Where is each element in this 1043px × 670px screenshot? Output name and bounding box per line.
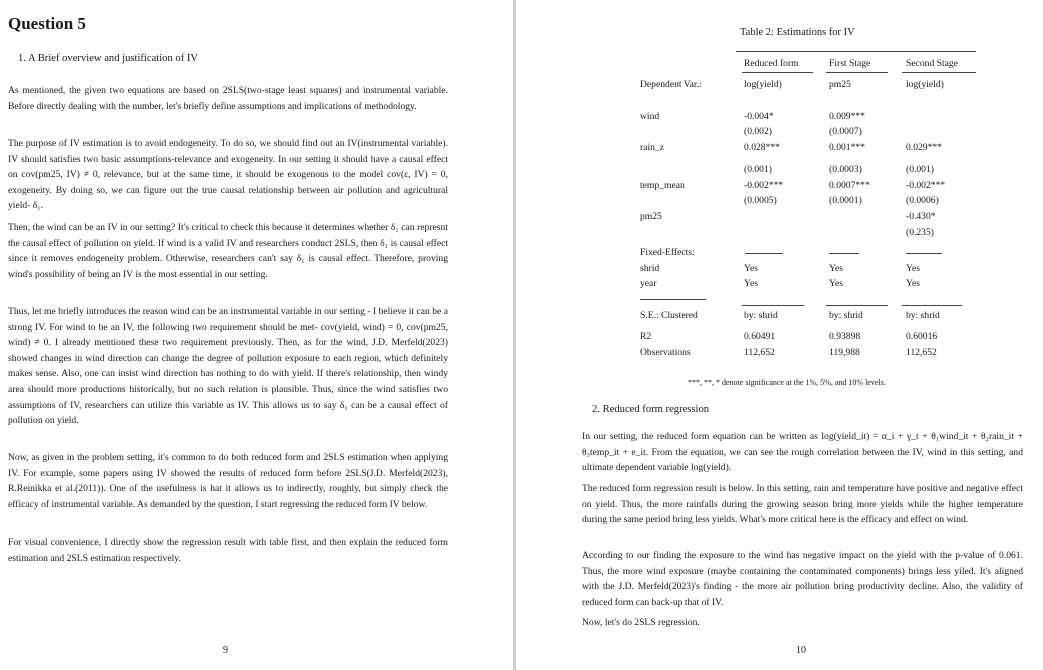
se-clustered-c3: by: shrid xyxy=(906,310,940,321)
mid-rule-2 xyxy=(826,305,888,306)
temp-c2-se: (0.0001) xyxy=(829,195,862,206)
obs-c1: 112,652 xyxy=(744,347,775,358)
wind-c1: -0.004* xyxy=(744,111,774,122)
fe-dash-1 xyxy=(745,253,783,254)
fe-year-label: year xyxy=(640,278,657,289)
r2-c1: 0.60491 xyxy=(744,331,776,342)
rain-c2-se: (0.0003) xyxy=(829,164,862,175)
fe-year-c1: Yes xyxy=(744,278,758,289)
paragraph-1: As mentioned, the given two equations are based on 2SLS(two-stage least squares) and instrumental variable. Before directly dealing with the number, let's briefly define assumptions and implications of methodology. xyxy=(8,85,448,112)
significance-note: ***, **, * denote significance at the 1%, 5%, and 10% levels. xyxy=(688,378,886,387)
paragraph-3: Then, the wind can be an IV in our setting? It's critical to check this because it determines whether δ₁ can represnt the causal effect of pollution on yield. If wind is a valid IV and researchers conduct 2SLS, then δ₁ is causal effect since it removes endogeneity problem. Otherwise, researchers can't say δ₁ is causal effect. Therefore, proving wind's possibility of being an IV is the most essential in our setting. xyxy=(8,222,448,280)
dep-var-c1: log(yield) xyxy=(744,79,782,90)
table-caption: Table 2: Estimations for IV xyxy=(740,27,855,38)
se-clustered-c1: by: shrid xyxy=(744,310,778,321)
temp-c3-se: (0.0006) xyxy=(906,195,939,206)
col-header-reduced-form: Reduced form xyxy=(744,58,799,69)
fe-dash-2 xyxy=(829,253,859,254)
r-paragraph-2: The reduced form regression result is below. In this setting, rain and temperature have positive and negative effect on yield. Thus, the more rainfalls during the growing season bring more yields while the higher temperature during the same period bring less yields. What's more critical here is the efficacy and effect on wind. xyxy=(582,483,1023,526)
section-heading-2: 2. Reduced form regression xyxy=(592,404,710,415)
dep-var-c2: pm25 xyxy=(829,79,851,90)
page-9 xyxy=(0,0,513,670)
r2-c2: 0.93898 xyxy=(829,331,861,342)
fixed-effects-label: Fixed-Effects: xyxy=(640,247,695,258)
paragraph-4: Thus, let me briefly introduces the reason wind can be an instrumental variable in our setting - I believe it can be a strong IV. For wind to be an IV, the following two requirement should be met- cov(yield, wind) = 0, cov(pm25, wind) ≠ 0. I already mentioned these two requirement previously. Then, as for the wind, J.D. Merfeld(2023) showed changes in wind direction can change the degree of pollution exposure to each region, which definitely makes sense. Also, one can insist wind direction has nothing to do with yield. If there's relationship, then windy area should more productions historically, but no such relation is plausible. Thus, since the wind satisfies two assumptions of IV, researchers can utilize this variable as IV. This allows us to say δ₁ can be a causal effect of pollution on yield. xyxy=(8,306,448,427)
r2-c3: 0.60016 xyxy=(906,331,938,342)
fe-shrid-c1: Yes xyxy=(744,263,758,274)
question-title: Question 5 xyxy=(8,14,86,33)
mid-rule-1 xyxy=(742,305,804,306)
fe-year-c3: Yes xyxy=(906,278,920,289)
temp-c1-se: (0.0005) xyxy=(744,195,777,206)
wind-c2: 0.009*** xyxy=(829,111,865,122)
paragraph-2: The purpose of IV estimation is to avoid endogeneity. To do so, we should find out an IV(instrumental variable). IV should satisfies two basic assumptions-relevance and exogeneity. In our setting it should have a causal effect on cov(pm25, IV) ≠ 0, relevance, but at the same time, it should be exogenous to the model cov(ε, IV) = 0, exogeneity. By doing so, we can figure out the true causal relationship between air pollution and agricultural yield- δ₁. xyxy=(8,138,448,212)
row-label-temp-mean: temp_mean xyxy=(640,180,685,191)
obs-c3: 112,652 xyxy=(906,347,937,358)
se-clustered-label: S.E.: Clustered xyxy=(640,310,698,321)
temp-c3: -0.002*** xyxy=(906,180,946,191)
col-rule-2 xyxy=(826,72,888,73)
fe-dash-3 xyxy=(906,253,942,254)
page-10 xyxy=(516,0,1043,670)
fe-shrid-c2: Yes xyxy=(829,263,843,274)
fe-shrid-c3: Yes xyxy=(906,263,920,274)
observations-label: Observations xyxy=(640,347,691,358)
temp-c2: 0.0007*** xyxy=(829,180,870,191)
row-label-rain-z: rain_z xyxy=(640,142,664,153)
row-label-pm25: pm25 xyxy=(640,211,662,222)
mid-rule-3 xyxy=(902,305,962,306)
col-header-second-stage: Second Stage xyxy=(906,58,958,69)
r-paragraph-4: Now, let's do 2SLS regression. xyxy=(582,617,700,628)
rain-c1-se: (0.001) xyxy=(744,164,772,175)
wind-c1-se: (0.002) xyxy=(744,126,772,137)
r-paragraph-1: In our setting, the reduced form equation can be written as log(yield_it) = α_i + γ_t + θ₁wind_it + θ₂rain_it + θ₃temp_it + e_it. From the equation, we can see the rough correlation between the IV, wind in this setting, and ultimate dependent variable log(yield). xyxy=(582,431,1023,474)
dep-var-c3: log(yield) xyxy=(906,79,944,90)
paragraph-5: Now, as given in the problem setting, it's common to do both reduced form and 2SLS estimation when applying IV. For example, some papers using IV showed the results of reduced form before 2SLS(J.D. Merfeld(2023), R.Reinikka et al.(2011)). One of the usefulness is hat it allows us to indirectly, roughly, but simply check the efficacy of instrumental variable. As demanded by the question, I start regressing the reduced form IV below. xyxy=(8,452,448,510)
table-top-rule xyxy=(736,51,976,52)
section-heading-1: 1. A Brief overview and justification of IV xyxy=(18,53,199,64)
se-clustered-c2: by: shrid xyxy=(829,310,863,321)
col-rule-1 xyxy=(742,72,813,73)
page-number: 9 xyxy=(223,645,228,656)
col-header-first-stage: First Stage xyxy=(829,58,871,69)
paragraph-6: For visual convenience, I directly show the regression result with table first, and then explain the reduced form estimation and 2SLS estimation respectively. xyxy=(8,537,448,564)
rain-c3-se: (0.001) xyxy=(906,164,934,175)
fe-shrid-label: shrid xyxy=(640,263,660,274)
wind-c2-se: (0.0007) xyxy=(829,126,862,137)
rain-c2: 0.001*** xyxy=(829,142,865,153)
mid-rule-0 xyxy=(640,299,706,300)
dep-var-label: Dependent Var.: xyxy=(640,79,702,90)
r-paragraph-3: According to our finding the exposure to the wind has negative impact on the yield with the p-value of 0.061. Thus, the more wind exposure (maybe containing the contaminated components) brings less yiled. It's aligned with the J.D. Merfeld(2023)'s finding - the more air pollution bring productivity decline. Also, the validity of reduced form can back-up that of IV. xyxy=(582,550,1023,608)
r2-label: R2 xyxy=(640,331,652,342)
page-number: 10 xyxy=(796,645,806,656)
rain-c3: 0.029*** xyxy=(906,142,942,153)
obs-c2: 119,988 xyxy=(829,347,860,358)
pm25-c3: -0.430* xyxy=(906,211,936,222)
col-rule-3 xyxy=(902,72,976,73)
rain-c1: 0.028*** xyxy=(744,142,780,153)
fe-year-c2: Yes xyxy=(829,278,843,289)
pm25-c3-se: (0.235) xyxy=(906,227,934,238)
temp-c1: -0.002*** xyxy=(744,180,784,191)
row-label-wind: wind xyxy=(640,111,660,122)
